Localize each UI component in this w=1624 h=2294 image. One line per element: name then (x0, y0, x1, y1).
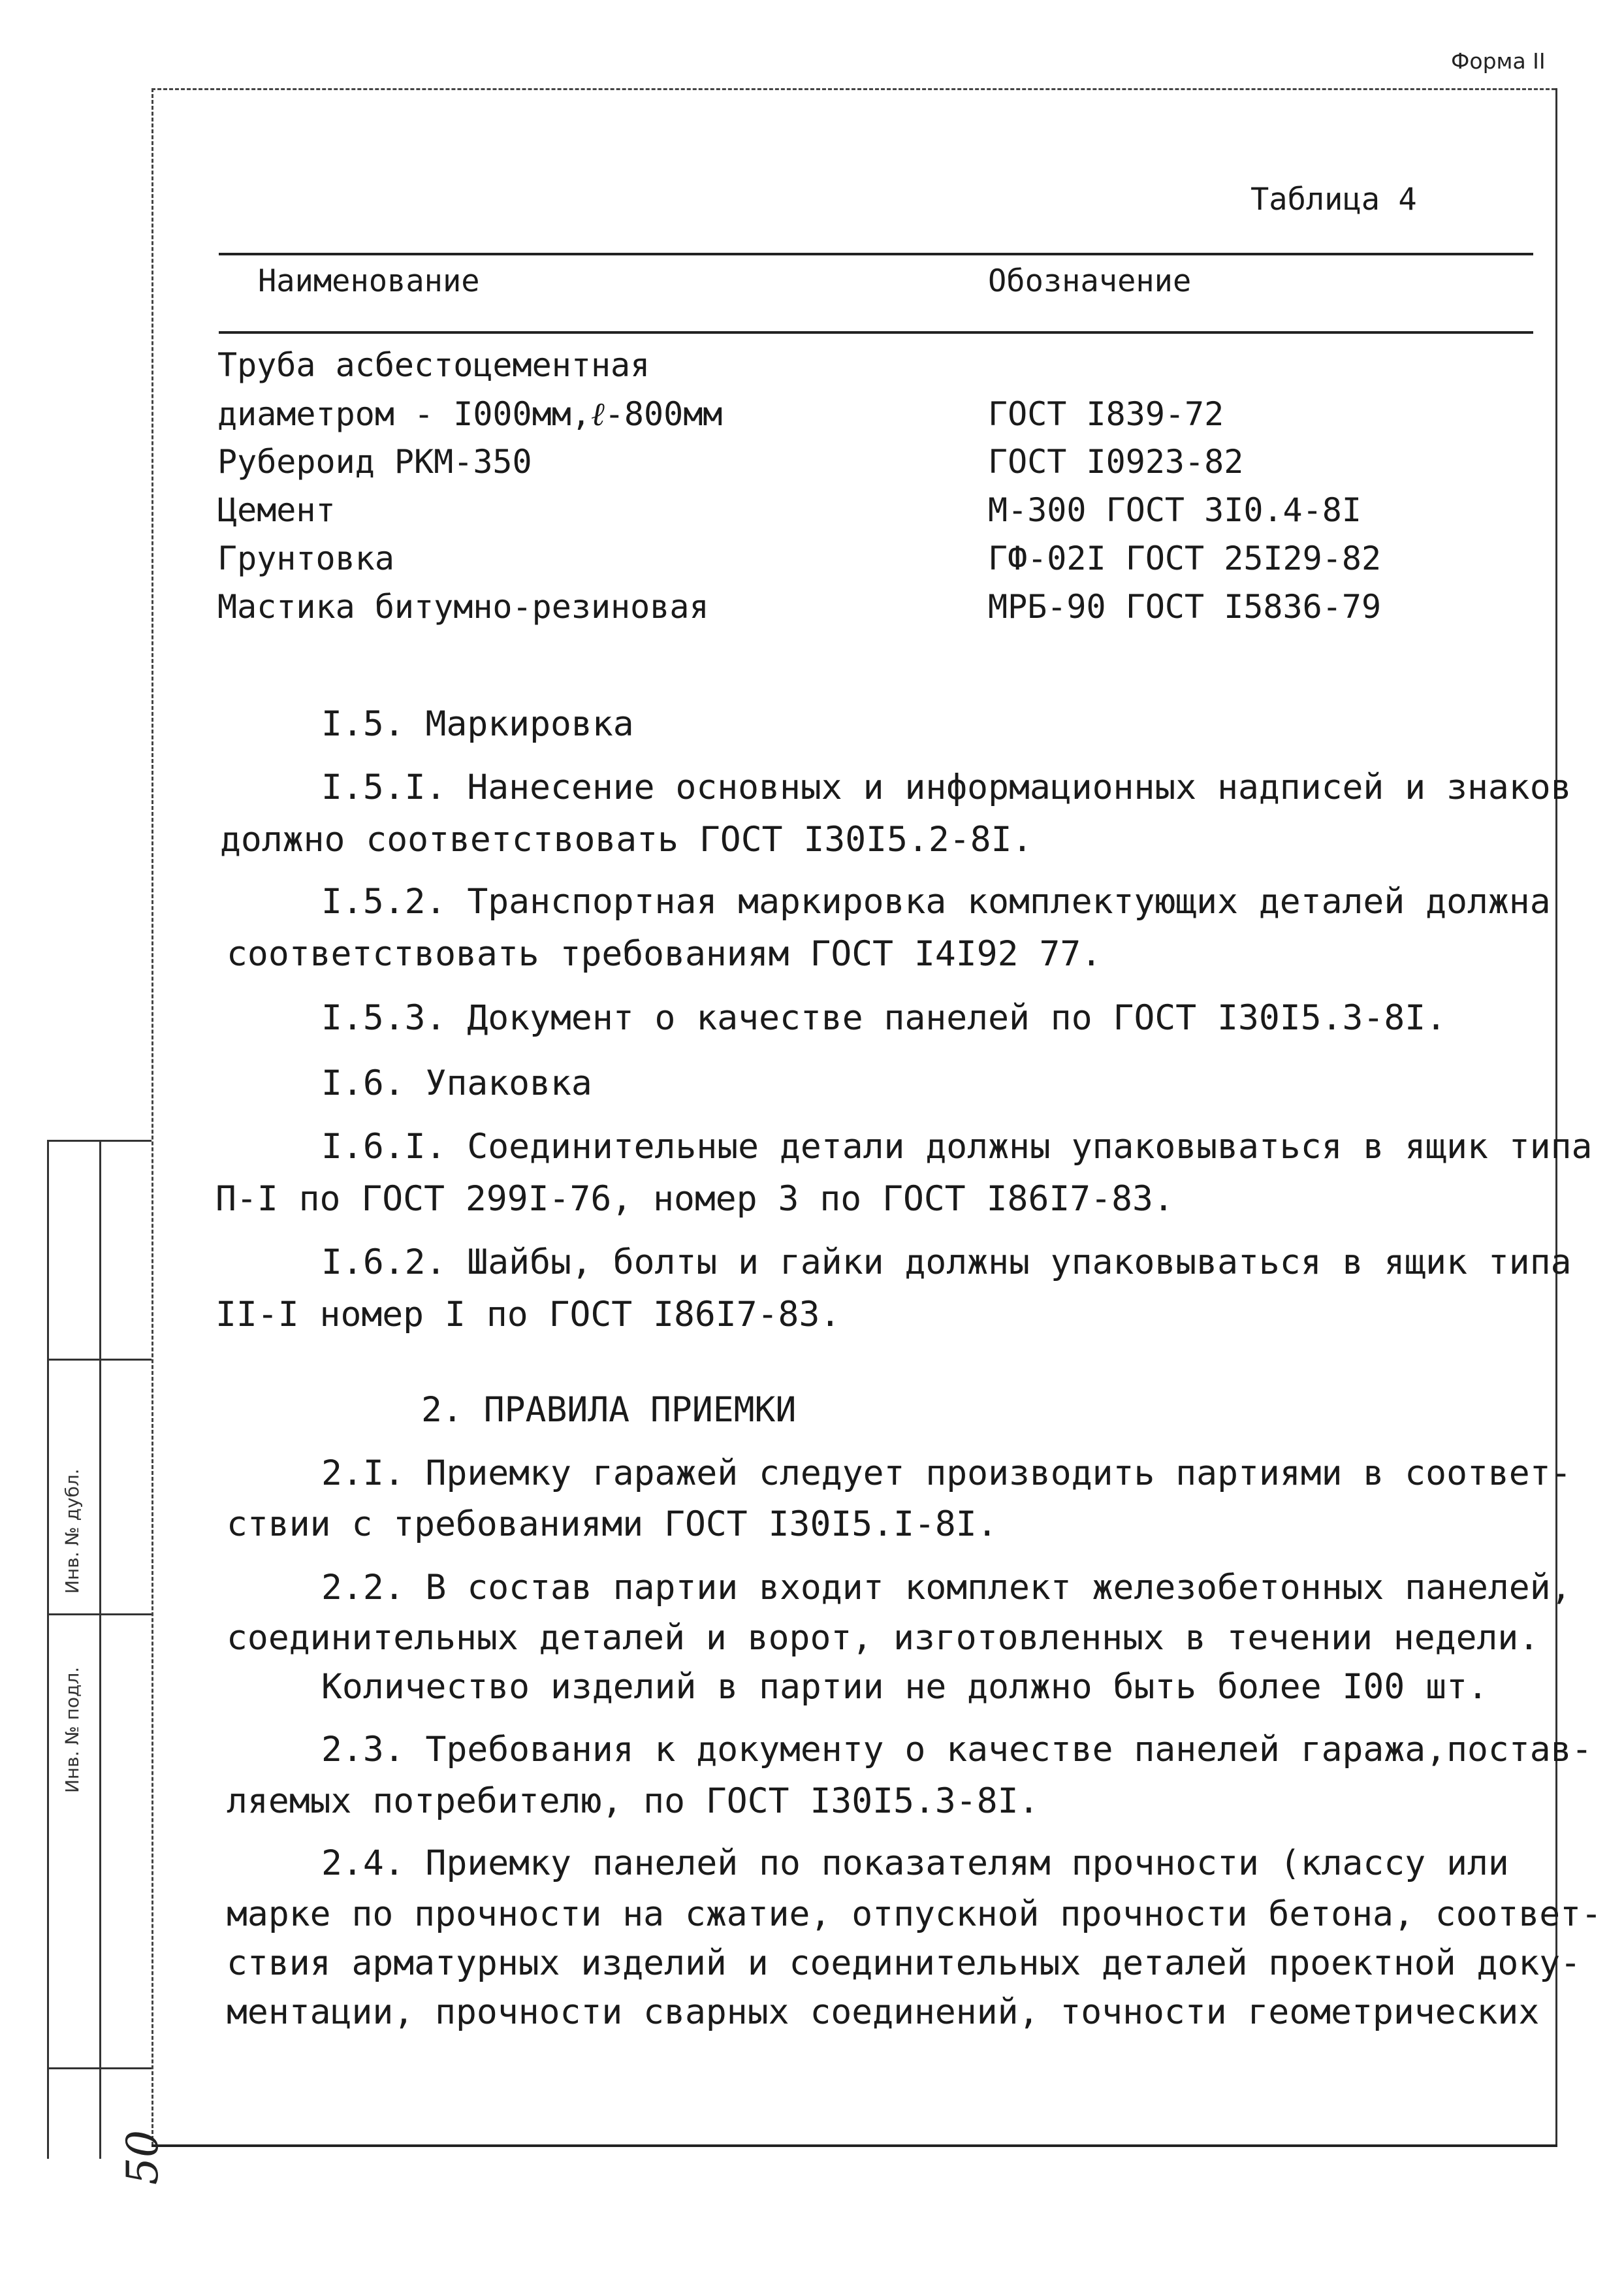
table-header-name: Наименование (258, 263, 480, 299)
frame-bottom-border (151, 2144, 1557, 2147)
table-cell-designation: М-300 ГОСТ 3I0.4-8I (988, 491, 1361, 529)
stamp-line (47, 1613, 151, 1615)
text-line: марке по прочности на сжатие, отпускной прочности бетона, соответ- (227, 1894, 1602, 1934)
stamp-line (47, 1140, 151, 1142)
table-cell-designation: МРБ-90 ГОСТ I5836-79 (988, 588, 1382, 626)
table-cell-designation: ГФ-02I ГОСТ 25I29-82 (988, 540, 1382, 577)
text-line: I.5.I. Нанесение основных и информационных надписей и знаков (321, 767, 1572, 807)
stamp-line (47, 1140, 49, 2159)
form-label: Форма II (1451, 48, 1546, 74)
stamp-line (47, 1359, 151, 1361)
text-line: 2.3. Требования к документу о качестве панелей гаража,постав- (321, 1730, 1593, 1769)
side-stamp (47, 1140, 151, 2198)
text-line: П-I по ГОСТ 299I-76, номер 3 по ГОСТ I86I7-83. (215, 1179, 1174, 1219)
table-cell-name-part: -800мм (604, 395, 723, 433)
frame-right-border (1555, 88, 1557, 2146)
stamp-line (47, 2067, 151, 2069)
table-caption: Таблица 4 (1250, 182, 1417, 218)
table-cell-designation: ГОСТ I839-72 (988, 395, 1224, 433)
text-line: Количество изделий в партии не должно быть более I00 шт. (321, 1667, 1488, 1707)
table-cell-name: Мастика битумно-резиновая (217, 588, 709, 626)
table-cell-name (217, 395, 722, 433)
text-line: ствии с требованиями ГОСТ I30I5.I-8I. (227, 1504, 998, 1544)
text-line: I.6.I. Соединительные детали должны упаковываться в ящик типа (321, 1127, 1593, 1167)
stamp-line (99, 1140, 101, 2159)
stamp-label-inv: Инв. № дубл. (61, 1468, 83, 1594)
table-cell-name-part: диаметром - I000мм, (217, 395, 591, 433)
text-line: I.6.2. Шайбы, болты и гайки должны упаковываться в ящик типа (321, 1242, 1572, 1282)
table-cell-name: Цемент (217, 491, 336, 529)
text-line: 2.2. В состав партии входит комплект железобетонных панелей, (321, 1568, 1572, 1607)
stamp-label-orig: Инв. № подл. (61, 1666, 83, 1793)
text-line: I.5.2. Транспортная маркировка комплектующих деталей должна (321, 882, 1551, 922)
table-cell-designation: ГОСТ I0923-82 (988, 443, 1244, 481)
frame-left-border (151, 88, 153, 2146)
page-number: 50 (118, 2130, 168, 2185)
length-symbol: ℓ (590, 395, 605, 433)
text-line: II-I номер I по ГОСТ I86I7-83. (215, 1295, 841, 1334)
section-heading-1-6: I.6. Упаковка (321, 1063, 592, 1103)
frame-top-border (151, 88, 1555, 90)
text-line: ментации, прочности сварных соединений, точности геометрических (227, 1992, 1540, 2032)
text-line: 2.4. Приемку панелей по показателям прочности (классу или (321, 1843, 1509, 1883)
text-line: соответствовать требованиям ГОСТ I4I92 77. (227, 934, 1102, 974)
section-heading-2: 2. ПРАВИЛА ПРИЕМКИ (421, 1390, 797, 1430)
table-header-designation: Обозначение (988, 263, 1192, 299)
text-line: ляемых потребителю, по ГОСТ I30I5.3-8I. (227, 1781, 1040, 1821)
text-line: должно соответствовать ГОСТ I30I5.2-8I. (220, 820, 1033, 860)
section-heading-1-5: I.5. Маркировка (321, 704, 634, 744)
table-header-rule (219, 331, 1533, 334)
table-cell-name: Труба асбестоцементная (217, 346, 650, 384)
table-cell-name: Рубероид РКМ-350 (217, 443, 532, 481)
text-line: соединительных деталей и ворот, изготовленных в течении недели. (227, 1618, 1540, 1658)
text-line: ствия арматурных изделий и соединительных деталей проектной доку- (227, 1943, 1582, 1983)
text-line: 2.I. Приемку гаражей следует производить партиями в соответ- (321, 1453, 1572, 1493)
table-top-rule (219, 253, 1533, 255)
table-cell-name: Грунтовка (217, 540, 394, 577)
text-line: I.5.3. Документ о качестве панелей по ГОСТ I30I5.3-8I. (321, 998, 1447, 1038)
